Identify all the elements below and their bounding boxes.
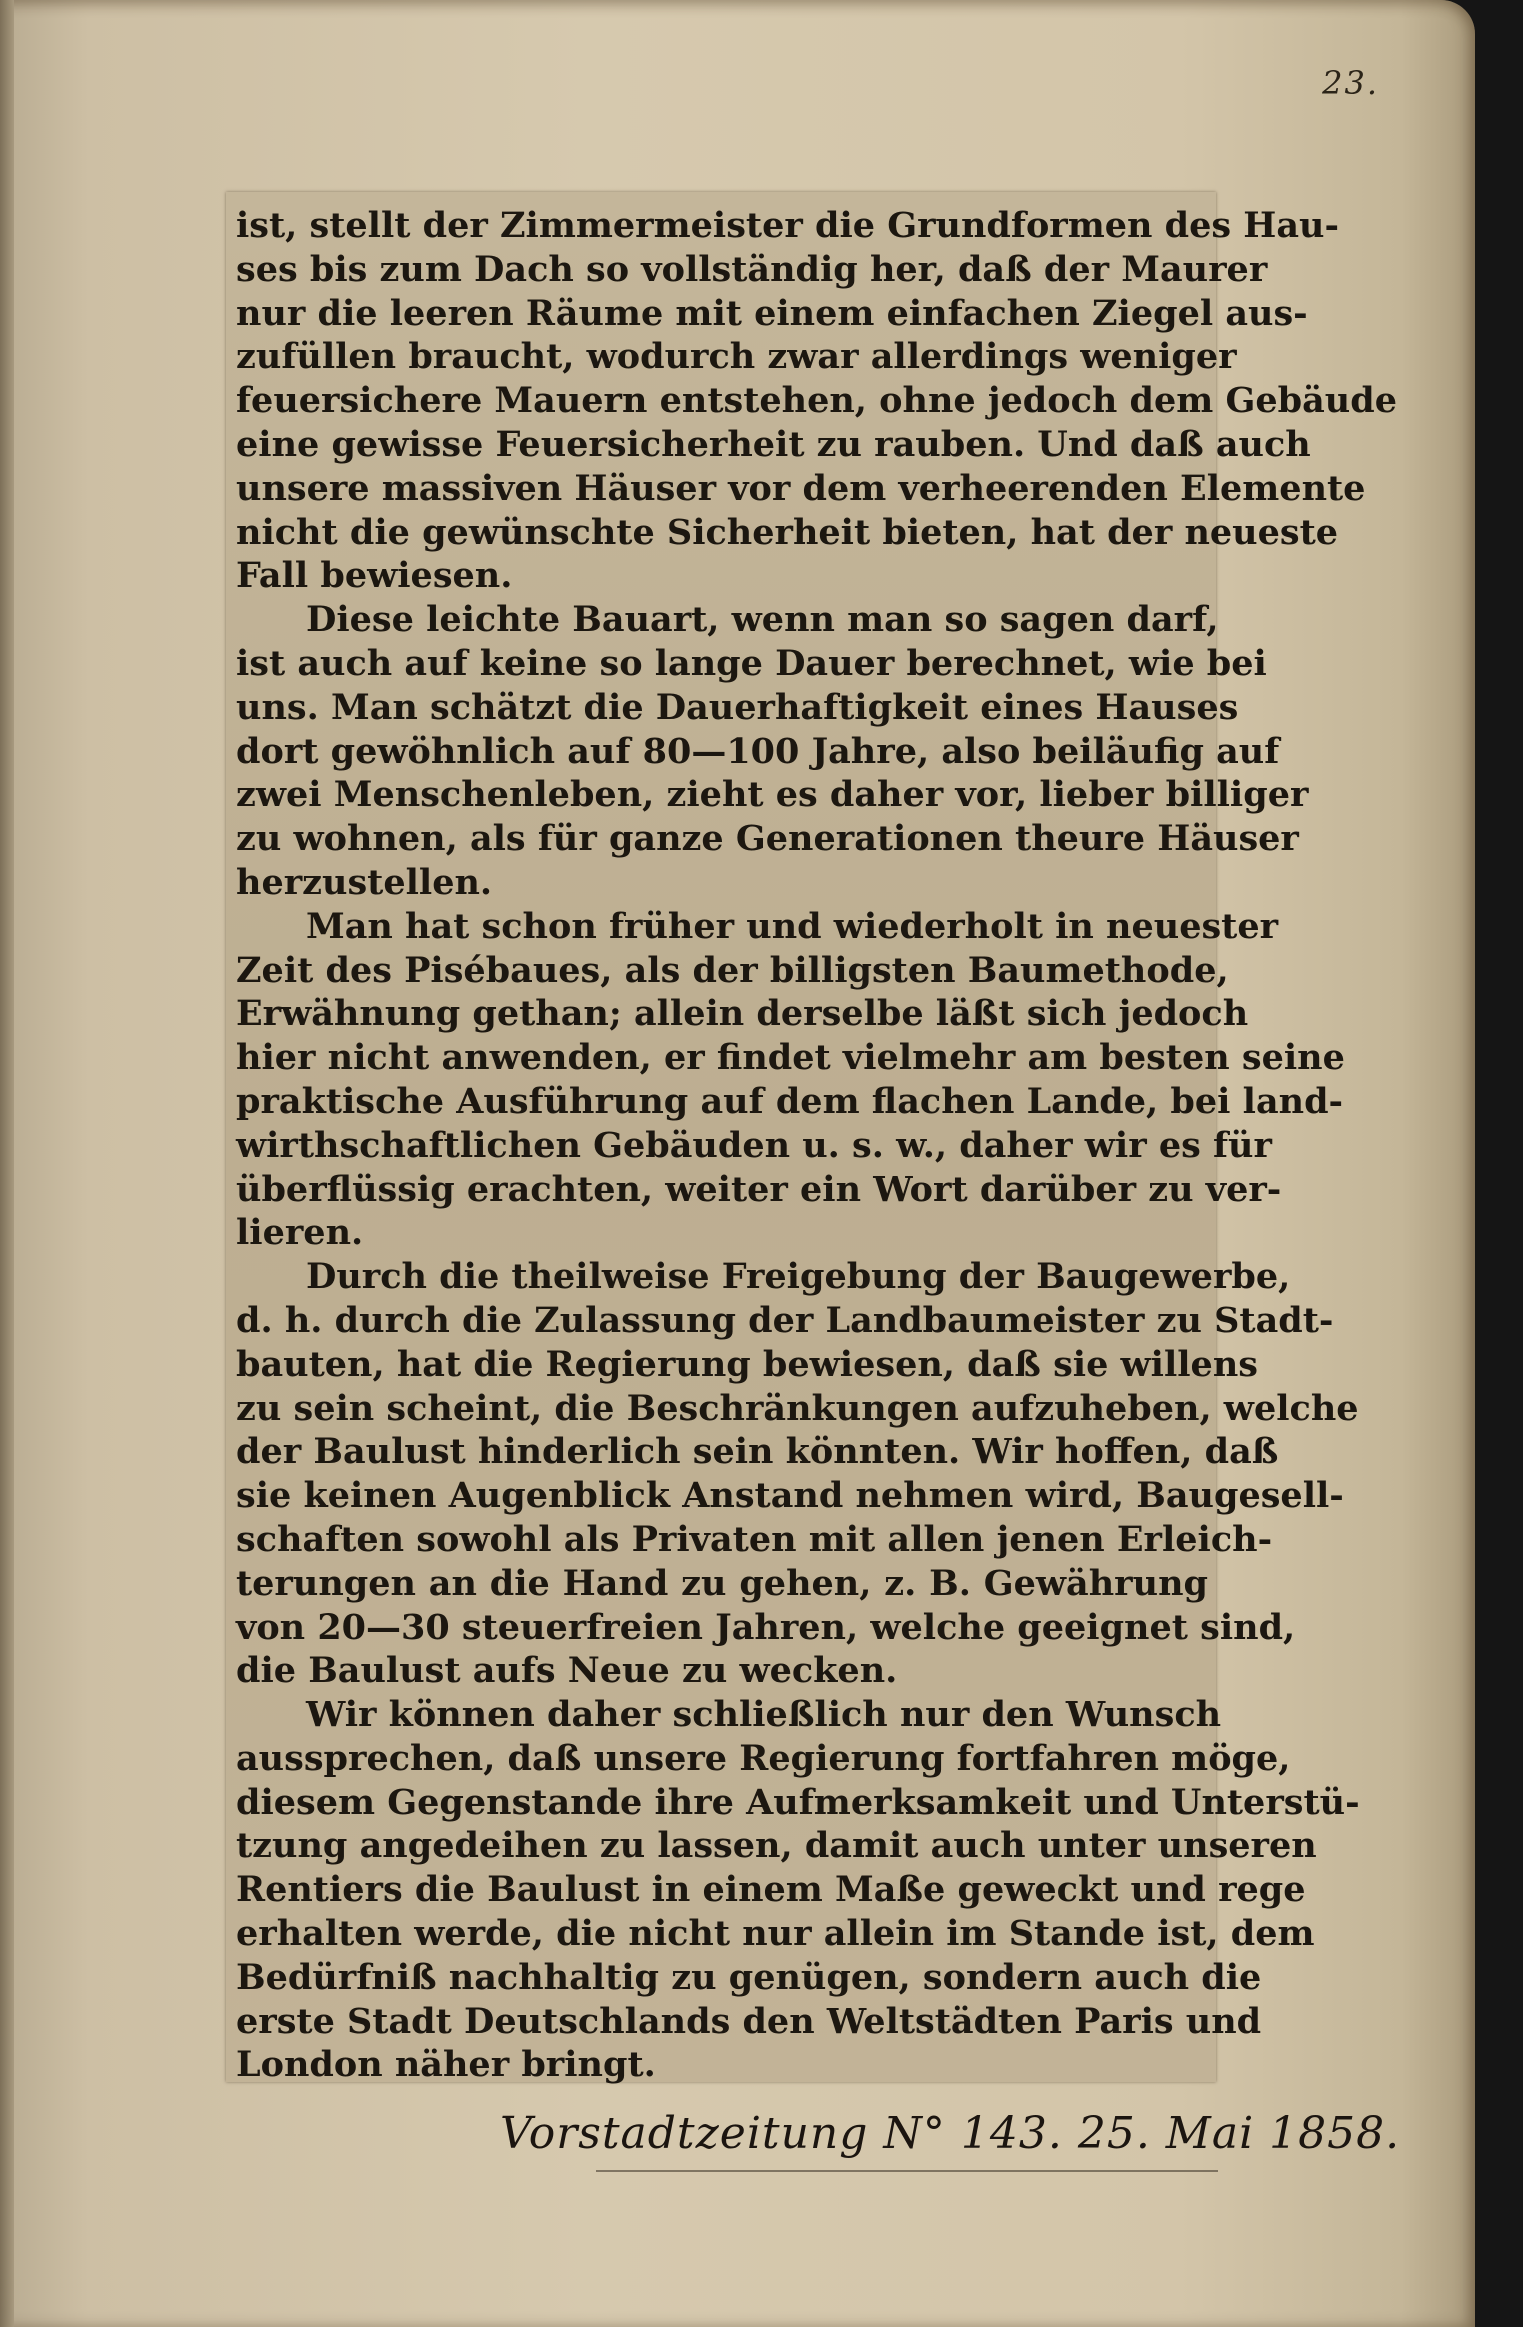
article-line: der Baulust hinderlich sein könnten. Wir hoffen, daß bbox=[236, 1431, 1279, 1473]
article-line: Man hat schon früher und wiederholt in neuester bbox=[306, 905, 1279, 947]
article-line: schaften sowohl als Privaten mit allen jenen Erleich- bbox=[236, 1518, 1273, 1560]
article-line: nur die leeren Räume mit einem einfachen Ziegel aus- bbox=[236, 292, 1308, 334]
article-line: Rentiers die Baulust in einem Maße geweckt und rege bbox=[236, 1869, 1306, 1911]
article-line: bauten, hat die Regierung bewiesen, daß sie willens bbox=[236, 1343, 1258, 1385]
article-line: London näher bringt. bbox=[236, 2044, 656, 2086]
article-line: dort gewöhnlich auf 80—100 Jahre, also beiläufig auf bbox=[236, 730, 1280, 772]
article-line: lieren. bbox=[236, 1212, 364, 1254]
article-line: diesem Gegenstande ihre Aufmerksamkeit und Unterstü- bbox=[236, 1781, 1360, 1823]
article-line: zwei Menschenleben, zieht es daher vor, lieber billiger bbox=[236, 774, 1309, 816]
article-line: praktische Ausführung auf dem flachen Lande, bei land- bbox=[236, 1080, 1344, 1122]
article-line: nicht die gewünschte Sicherheit bieten, hat der neueste bbox=[236, 511, 1339, 553]
article-line: feuersichere Mauern entstehen, ohne jedoch dem Gebäude bbox=[236, 380, 1397, 422]
article-line: eine gewisse Feuersicherheit zu rauben. Und daß auch bbox=[236, 423, 1311, 465]
article-line: wirthschaftlichen Gebäuden u. s. w., daher wir es für bbox=[236, 1124, 1272, 1166]
article-line: uns. Man schätzt die Dauerhaftigkeit eines Hauses bbox=[236, 686, 1239, 728]
article-line: ist auch auf keine so lange Dauer berechnet, wie bei bbox=[236, 642, 1267, 684]
article-line: d. h. durch die Zulassung der Landbaumeister zu Stadt- bbox=[236, 1299, 1334, 1341]
article-line: zufüllen braucht, wodurch zwar allerdings weniger bbox=[236, 336, 1237, 378]
article-line: überflüssig erachten, weiter ein Wort darüber zu ver- bbox=[236, 1168, 1282, 1210]
article-line: erste Stadt Deutschlands den Weltstädten Paris und bbox=[236, 2000, 1262, 2042]
article-line: Wir können daher schließlich nur den Wunsch bbox=[306, 1694, 1222, 1736]
article-line: erhalten werde, die nicht nur allein im Stande ist, dem bbox=[236, 1913, 1315, 1955]
article-line: unsere massiven Häuser vor dem verheerenden Elemente bbox=[236, 467, 1366, 509]
article-line: zu wohnen, als für ganze Generationen theure Häuser bbox=[236, 818, 1299, 860]
article-line: Erwähnung gethan; allein derselbe läßt sich jedoch bbox=[236, 993, 1249, 1035]
article-line: terungen an die Hand zu gehen, z. B. Gewährung bbox=[236, 1562, 1208, 1604]
article-line: die Baulust aufs Neue zu wecken. bbox=[236, 1650, 898, 1692]
article-line: hier nicht anwenden, er findet vielmehr am besten seine bbox=[236, 1037, 1345, 1079]
page-binding-edge bbox=[0, 0, 14, 2327]
article-line: zu sein scheint, die Beschränkungen aufzuheben, welche bbox=[236, 1387, 1359, 1429]
article-text bbox=[236, 204, 1397, 2087]
article-line: Bedürfniß nachhaltig zu genügen, sondern auch die bbox=[236, 1956, 1262, 1998]
source-note-underline bbox=[596, 2170, 1218, 2172]
article-line: tzung angedeihen zu lassen, damit auch unter unseren bbox=[236, 1825, 1317, 1867]
article-line: von 20—30 steuerfreien Jahren, welche geeignet sind, bbox=[236, 1606, 1296, 1648]
article-line: Diese leichte Bauart, wenn man so sagen darf, bbox=[306, 599, 1219, 641]
article-line: ist, stellt der Zimmermeister die Grundformen des Hau- bbox=[236, 205, 1340, 246]
article-line: Fall bewiesen. bbox=[236, 555, 513, 597]
article-line: sie keinen Augenblick Anstand nehmen wird, Baugesell- bbox=[236, 1475, 1344, 1517]
article-line: herzustellen. bbox=[236, 861, 493, 903]
handwritten-source-note: Vorstadtzeitung N° 143. 25. Mai 1858. bbox=[500, 2108, 1401, 2159]
article-line: Zeit des Pisébaues, als der billigsten Baumethode, bbox=[236, 949, 1229, 991]
article-line: Durch die theilweise Freigebung der Baugewerbe, bbox=[306, 1256, 1291, 1298]
article-line: ses bis zum Dach so vollständig her, daß der Maurer bbox=[236, 248, 1268, 290]
page-number: 23. bbox=[1322, 64, 1379, 102]
article-line: aussprechen, daß unsere Regierung fortfahren möge, bbox=[236, 1737, 1291, 1779]
